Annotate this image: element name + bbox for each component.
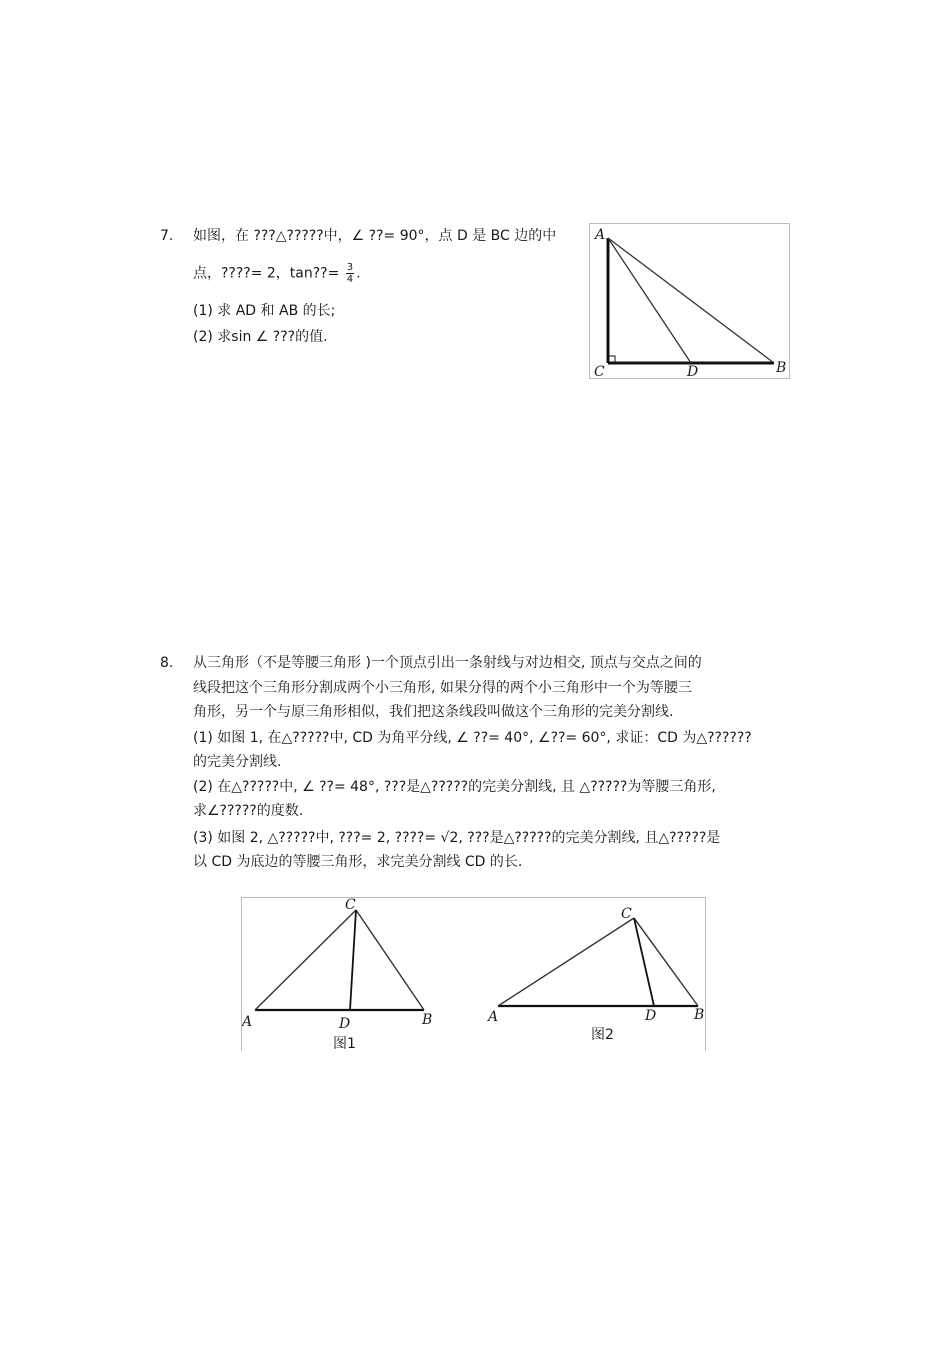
q8-fig1-label-a: A: [242, 1014, 253, 1030]
q8-fig1-side-ac: [255, 910, 356, 1010]
q8-figure1: [242, 898, 432, 1051]
q7-fraction-numerator: 3: [346, 262, 354, 273]
q8-number: 8.: [160, 655, 174, 671]
q8-paragraph-line3: 角形，另一个与原三角形相似，我们把这条线段叫做这个三角形的完美分割线.: [193, 704, 674, 720]
q8-sub3-line2: 以 CD 为底边的等腰三角形，求完美分割线 CD 的长.: [193, 854, 523, 870]
q8-paragraph-line1: 从三角形（不是等腰三角形 )一个顶点引出一条射线与对边相交, 顶点与交点之间的: [193, 655, 702, 671]
q8-fig1-label-b: B: [422, 1012, 433, 1028]
q7-figure: [589, 223, 790, 379]
q8-sub3-line1: (3) 如图 2, △?????中, ???= 2, ????= √2, ???是△?????的完美分割线, 且△?????是: [193, 830, 721, 846]
q8-fig1-label-c: C: [345, 898, 356, 913]
q7-number: 7.: [160, 228, 174, 244]
q8-sub2-line2: 求∠?????的度数.: [193, 803, 304, 819]
q7-line1: 如图，在 ???△?????中，∠ ??= 90°，点 D 是 BC 边的中: [193, 228, 557, 244]
q8-fig2-label-b: B: [694, 1007, 705, 1023]
q7-segment-ad: [608, 238, 691, 363]
q7-sub1: (1) 求 AD 和 AB 的长;: [193, 303, 336, 319]
q8-fig2-caption: 图2: [591, 1027, 614, 1043]
q7-label-b: B: [776, 360, 787, 376]
q7-line2-pre: 点，????= 2，tan??=: [193, 265, 340, 282]
q8-paragraph-line2: 线段把这个三角形分割成两个小三角形, 如果分得的两个小三角形中一个为等腰三: [193, 680, 692, 696]
q8-fig2-label-c: C: [621, 906, 632, 922]
q8-fig1-segment-cd: [350, 910, 356, 1010]
q8-sub1-line2: 的完美分割线.: [193, 754, 282, 770]
q8-figure2: [486, 906, 704, 1043]
q7-line2: [193, 262, 361, 285]
q7-label-a: A: [595, 227, 606, 243]
q7-fraction-denominator: 4: [346, 274, 354, 285]
q7-sub2: (2) 求sin ∠ ???的值.: [193, 329, 328, 345]
q8-sub2-line1: (2) 在△?????中, ∠ ??= 48°, ???是△?????的完美分割线, 且 △?????为等腰三角形,: [193, 779, 716, 795]
q8-sub1-line1: (1) 如图 1, 在△?????中, CD 为角平分线, ∠ ??= 40°, ∠??= 60°, 求证：CD 为△??????: [193, 730, 752, 746]
q8-fig2-label-d: D: [645, 1008, 657, 1024]
q7-label-c: C: [594, 364, 605, 378]
q8-figures: [241, 897, 706, 1051]
q8-fig1-side-cb: [356, 910, 424, 1010]
q7-label-d: D: [687, 364, 699, 378]
q7-line2-post: .: [356, 265, 361, 282]
q8-fig1-caption: 图1: [333, 1036, 356, 1051]
q8-fig2-side-ac: [498, 918, 634, 1006]
q8-fig1-label-d: D: [339, 1016, 351, 1032]
q7-fraction: [346, 262, 354, 285]
q8-fig2-label-a: A: [488, 1009, 499, 1025]
q7-side-ab: [608, 238, 774, 363]
